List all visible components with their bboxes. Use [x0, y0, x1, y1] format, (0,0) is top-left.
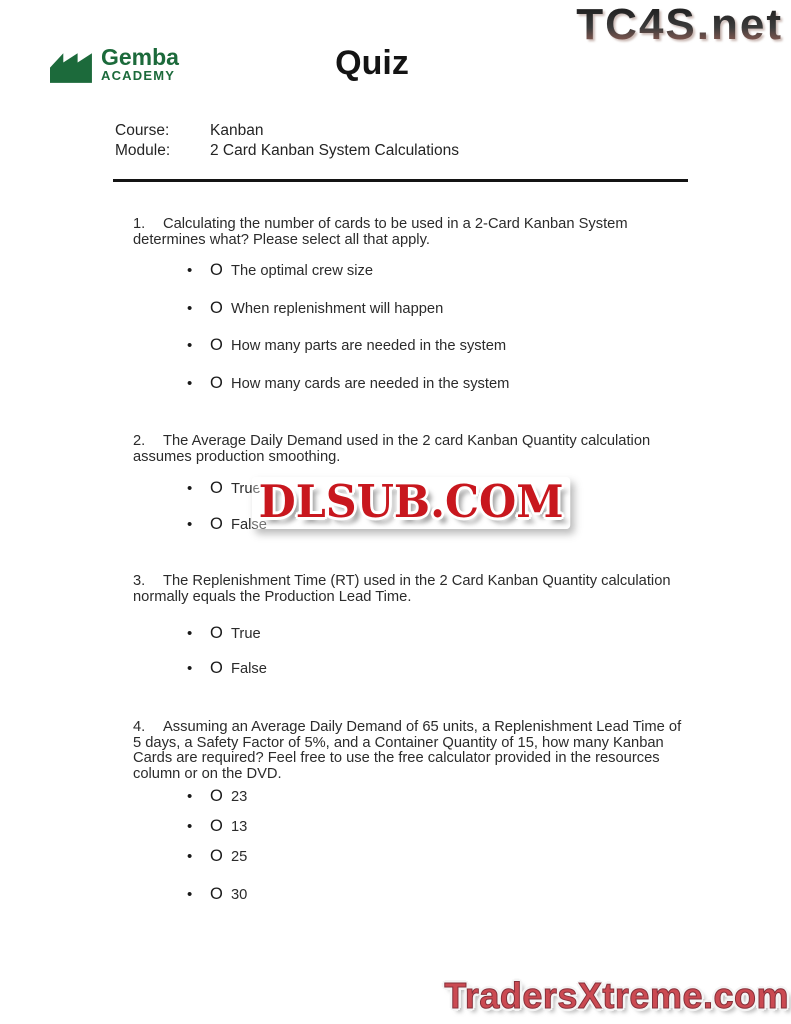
radio-icon: O: [210, 479, 223, 497]
option-label: When replenishment will happen: [231, 300, 444, 317]
bullet-icon: •: [187, 516, 193, 533]
course-label: Course:: [115, 122, 170, 139]
bullet-icon: •: [187, 660, 193, 677]
option-label: How many parts are needed in the system: [231, 338, 507, 354]
option-label: False: [231, 661, 267, 677]
question-2-text: [133, 434, 685, 465]
module-row: [115, 141, 459, 161]
answer-option: [187, 374, 509, 412]
bullet-icon: •: [187, 337, 193, 354]
question-4-body: Assuming an Average Daily Demand of 65 units, a Replenishment Lead Time of 5 days, a Safety Factor of 5%, and a Container Quantity of 15, how many Kanban Cards are required? Feel free to use the free calculator provided in the resources column or on the DVD.: [133, 719, 682, 783]
question-1-number: 1.: [133, 216, 146, 232]
radio-icon: O: [210, 373, 223, 392]
answer-option: [187, 885, 247, 915]
bullet-icon: •: [187, 886, 193, 903]
radio-icon: O: [210, 847, 223, 865]
logo-gemba-text: Gemba: [101, 44, 179, 70]
option-label: 23: [231, 789, 248, 805]
answer-option: [187, 299, 509, 337]
watermark-dlsub: DLSUB.COM: [252, 477, 570, 529]
bullet-icon: •: [187, 374, 193, 392]
radio-icon: O: [210, 515, 223, 533]
question-1-body: Calculating the number of cards to be used in a 2-Card Kanban System determines what? Please select all that apply.: [133, 216, 628, 248]
module-label: Module:: [115, 142, 171, 159]
bullet-icon: •: [187, 788, 193, 805]
option-label: 13: [231, 819, 248, 835]
option-label: True: [231, 626, 261, 642]
logo-academy-text: ACADEMY: [101, 68, 176, 83]
answer-option: [187, 261, 509, 299]
module-value: 2 Card Kanban System Calculations: [210, 142, 459, 159]
course-row: [115, 121, 459, 141]
radio-icon: O: [210, 787, 223, 805]
question-4-options: [187, 787, 247, 915]
answer-option: [187, 817, 247, 847]
radio-icon: O: [210, 624, 223, 642]
option-label: 30: [231, 887, 248, 903]
divider-line: [113, 179, 688, 182]
answer-option: [187, 659, 267, 694]
course-meta-block: [115, 121, 459, 161]
watermark-tc4s: TC4S.net: [576, 0, 783, 49]
question-3-options: [187, 624, 267, 694]
watermark-tradersxtreme: TradersXtreme.com: [444, 975, 789, 1016]
question-3-body: The Replenishment Time (RT) used in the 2 Card Kanban Quantity calculation normally equals the Production Lead Time.: [133, 573, 671, 605]
bullet-icon: •: [187, 625, 193, 642]
question-3-text: [133, 574, 685, 605]
question-2-number: 2.: [133, 433, 146, 449]
question-4-number: 4.: [133, 719, 146, 735]
radio-icon: O: [210, 817, 223, 835]
course-value: Kanban: [210, 122, 264, 139]
question-1-text: [133, 217, 685, 248]
option-label: The optimal crew size: [231, 263, 374, 279]
bullet-icon: •: [187, 299, 193, 317]
bullet-icon: •: [187, 480, 193, 497]
bullet-icon: •: [187, 262, 193, 279]
question-1-options: [187, 261, 509, 411]
question-3-number: 3.: [133, 573, 146, 589]
answer-option: [187, 787, 247, 817]
option-label: False: [231, 517, 267, 533]
radio-icon: O: [210, 298, 223, 317]
option-label: 25: [231, 849, 248, 865]
option-label: True: [231, 481, 261, 497]
radio-icon: O: [210, 885, 223, 903]
question-4-text: [133, 720, 685, 783]
answer-option: [187, 336, 509, 374]
radio-icon: O: [210, 336, 223, 354]
bullet-icon: •: [187, 818, 193, 835]
question-2-body: The Average Daily Demand used in the 2 card Kanban Quantity calculation assumes production smoothing.: [133, 433, 651, 465]
answer-option: [187, 624, 267, 659]
bullet-icon: •: [187, 848, 193, 865]
radio-icon: O: [210, 261, 223, 279]
answer-option: [187, 847, 247, 877]
page-title: Quiz: [335, 44, 409, 82]
option-label: How many cards are needed in the system: [231, 375, 510, 392]
radio-icon: O: [210, 659, 223, 677]
